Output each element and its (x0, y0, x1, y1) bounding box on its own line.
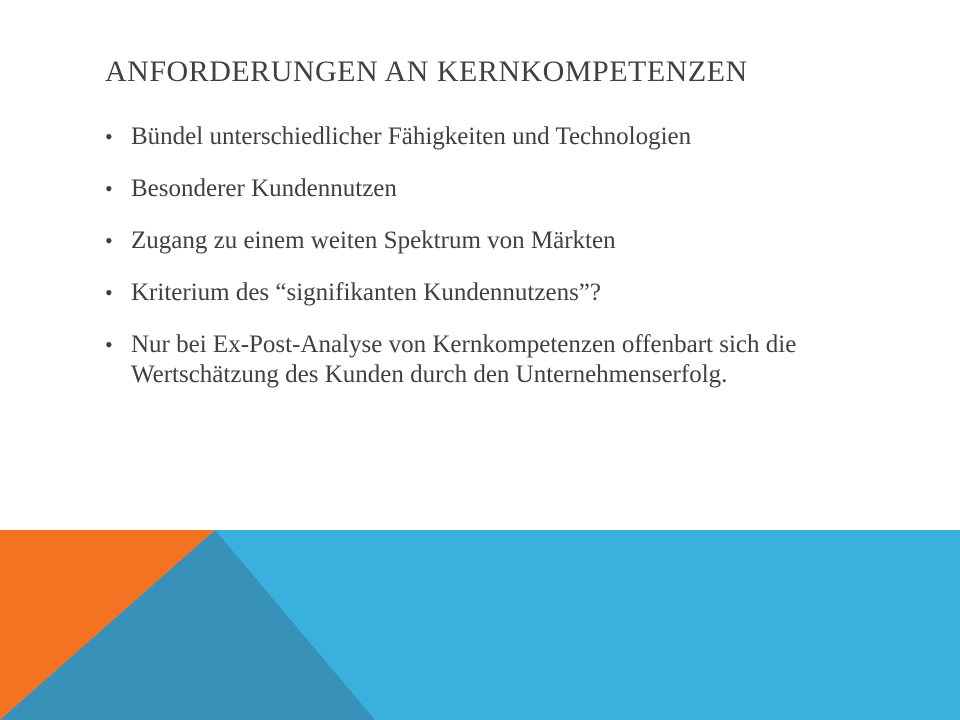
bullet-item-5 (105, 330, 885, 390)
bullet-item-1 (105, 122, 885, 152)
bullet-dot-icon: • (105, 176, 113, 201)
bullet-text-3: Zugang zu einem weiten Spektrum von Märkten (131, 227, 616, 254)
bullet-item-3 (105, 226, 885, 256)
bullet-dot-icon: • (105, 228, 113, 253)
bullet-dot-icon: • (105, 332, 113, 357)
bullet-dot-icon: • (105, 124, 113, 149)
bullet-text-4: Kriterium des “signifikanten Kundennutzens”? (131, 279, 601, 306)
bullet-dot-icon: • (105, 280, 113, 305)
bullet-text-1: Bündel unterschiedlicher Fähigkeiten und Technologien (131, 123, 692, 150)
bullet-text-2: Besonderer Kundennutzen (131, 175, 397, 202)
bullet-item-2 (105, 174, 885, 204)
bullet-item-4 (105, 278, 885, 308)
decorative-color-band (0, 530, 960, 720)
bullet-text-5: Nur bei Ex-Post-Analyse von Kernkompetenzen offenbart sich die Wertschätzung des Kunden durch den Unternehmenserfolg. (131, 331, 797, 388)
slide-title: ANFORDERUNGEN AN KERNKOMPETENZEN (105, 55, 748, 88)
bullet-list (105, 122, 885, 412)
